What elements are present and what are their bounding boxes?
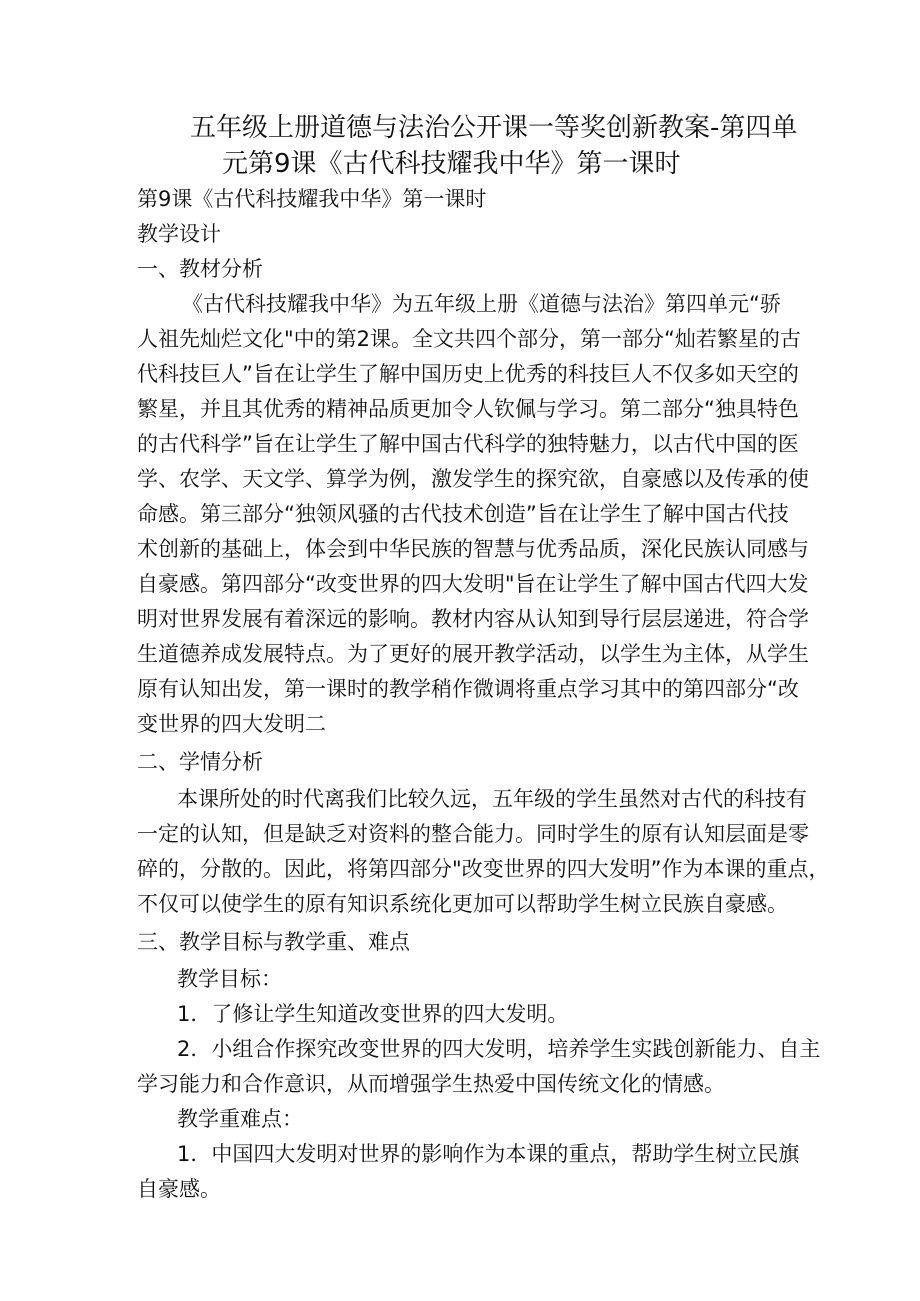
paragraph-line: 学、农学、天文学、算学为例，激发学生的探究欲，自豪感以及传承的使 — [137, 467, 809, 491]
paragraph-line: 术创新的基础上，体会到中华民族的智慧与优秀品质，深化民族认同感与 — [137, 537, 809, 561]
section-2-paragraph — [137, 782, 830, 922]
title-line-2: 元第9课《古代科技耀我中华》第一课时 — [222, 149, 681, 179]
goals-heading: 教学目标： — [177, 967, 282, 991]
lesson-subtitle: 第9课《古代科技耀我中华》第一课时 — [137, 187, 487, 211]
section-heading-3: 三、教学目标与教学重、难点 — [137, 930, 410, 954]
section-heading-2: 二、学情分析 — [137, 750, 263, 774]
paragraph-line: 命感。第三部分“独领风骚的古代技术创造”旨在让学生了解中国古代技 — [137, 502, 789, 526]
document-body — [137, 182, 830, 1207]
keypoints-heading: 教学重难点： — [177, 1107, 303, 1131]
title-line-1: 五年级上册道德与法治公开课一等奖创新教案-第四单 — [190, 113, 798, 143]
paragraph-line: 碎的，分散的。因此，将第四部分"改变世界的四大发明”作为本课的重点， — [137, 857, 830, 881]
section-heading-1: 一、教材分析 — [137, 257, 263, 281]
keypoint-item-1-line-2: 自豪感。 — [137, 1177, 221, 1201]
paragraph-line: 生道德养成发展特点。为了更好的展开教学活动，以学生为主体，从学生 — [137, 642, 809, 666]
paragraph-line: 《古代科技耀我中华》为五年级上册《道德与法治》第四单元“骄 — [182, 292, 781, 316]
goal-item-1: 1．了修让学生知道改变世界的四大发明。 — [177, 1002, 569, 1026]
paragraph-line: 人祖先灿烂文化"中的第2课。全文共四个部分，第一部分“灿若繁星的古 — [137, 327, 801, 351]
paragraph-line: 繁星，并且其优秀的精神品质更加令人钦佩与学习。第二部分“独具特色 — [137, 397, 799, 421]
paragraph-line: 的古代科学”旨在让学生了解中国古代科学的独特魅力，以古代中国的医 — [137, 432, 799, 456]
paragraph-line: 不仅可以使学生的原有知识系统化更加可以帮助学生树立民族自豪感。 — [137, 892, 788, 916]
paragraph-line: 变世界的四大发明二 — [137, 712, 326, 736]
document-title — [190, 110, 798, 182]
paragraph-line: 一定的认知，但是缺乏对资料的整合能力。同时学生的原有认知层面是零 — [137, 822, 809, 846]
paragraph-line: 原有认知出发，第一课时的教学稍作微调将重点学习其中的第四部分“改 — [137, 677, 799, 701]
paragraph-line: 本课所处的时代离我们比较久远，五年级的学生虽然对古代的科技有 — [177, 787, 807, 811]
paragraph-line: 明对世界发展有着深远的影响。教材内容从认知到导行层层递进，符合学 — [137, 607, 809, 631]
goal-item-2-line-1: 2．小组合作探究改变世界的四大发明，培养学生实践创新能力、自主 — [177, 1037, 821, 1061]
paragraph-line: 代科技巨人”旨在让学生了解中国历史上优秀的科技巨人不仅多如天空的 — [137, 362, 799, 386]
design-heading: 教学设计 — [137, 222, 221, 246]
paragraph-line: 自豪感。第四部分“改变世界的四大发明"旨在让学生了解中国古代四大发 — [137, 572, 809, 596]
section-1-paragraph — [137, 287, 809, 742]
keypoint-item-1-line-1: 1．中国四大发明对世界的影响作为本课的重点，帮助学生树立民旗 — [177, 1142, 800, 1166]
goal-item-2-line-2: 学习能力和合作意识，从而增强学生热爱中国传统文化的情感。 — [137, 1072, 725, 1096]
